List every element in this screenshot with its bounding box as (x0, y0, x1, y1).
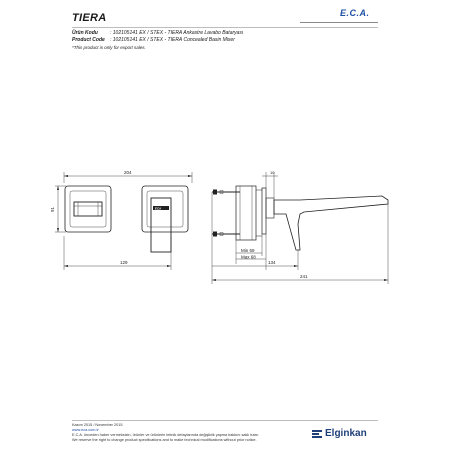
product-title: TIERA (72, 12, 107, 24)
footer-disclaimer-tr: E.C.A. önceden haber vermeksizin, ürünler ve ürünlerin teknik detaylarında değişiklik yapma hakkını saklı tutar. (72, 433, 259, 437)
left-cover-plate (65, 186, 111, 232)
arrow (188, 175, 192, 177)
elginkan-logo-icon (312, 429, 322, 439)
product-code-en-label: Product Code (72, 37, 105, 43)
arrow (384, 279, 388, 281)
dim-min: Min 59 (241, 248, 255, 253)
dim-height: 91 (50, 206, 55, 212)
arrow (294, 265, 298, 267)
elginkan-brand (312, 428, 367, 439)
side-view (212, 170, 388, 284)
product-code-tr-value: : 102105141 EX / STEX - TIERA Ankastre Lavabo Bataryası (110, 30, 244, 36)
footer-date: Kasım 2015 / November 2015 (72, 423, 123, 427)
eca-badge-text: ECA (155, 206, 162, 211)
footer-url[interactable]: www.eca.com.tr (72, 428, 99, 432)
arrow (64, 265, 68, 267)
dim-top-small: 10 (270, 170, 275, 175)
arrow (167, 265, 171, 267)
dim-max: Max 68 (241, 254, 256, 260)
dim-depth-middle: 134 (268, 260, 276, 265)
export-note: *This product is only for export sales. (72, 45, 146, 50)
cover-plate-edge (262, 188, 266, 234)
bolt-head (213, 190, 217, 195)
eca-logo: E.C.A. (340, 8, 370, 18)
arrow (212, 279, 216, 281)
dim-front-offset: 129 (120, 260, 128, 265)
bolt-head (213, 232, 217, 237)
spout-side-profile (274, 196, 388, 250)
dim-spout-length: 241 (300, 274, 308, 279)
product-code-en-value: : 102105141 EX / STEX - TIERA Concealed Basin Mixer (110, 37, 235, 43)
arrow (57, 228, 59, 232)
concealed-body (236, 186, 256, 240)
dim-width-total: 204 (124, 170, 132, 175)
arrow (57, 186, 59, 190)
arrow (64, 175, 68, 177)
brand-name: Elginkan (325, 428, 367, 439)
front-view (50, 170, 192, 270)
product-code-tr-label: Ürün Kodu (72, 30, 98, 36)
footer-text (72, 423, 259, 443)
footer-divider (72, 420, 378, 421)
left-cover-plate-inner (70, 191, 106, 227)
footer-disclaimer-en: We reserve the right to change product specifications and to make technical modifications without prior notice. (72, 438, 257, 442)
spout-base (266, 198, 274, 218)
